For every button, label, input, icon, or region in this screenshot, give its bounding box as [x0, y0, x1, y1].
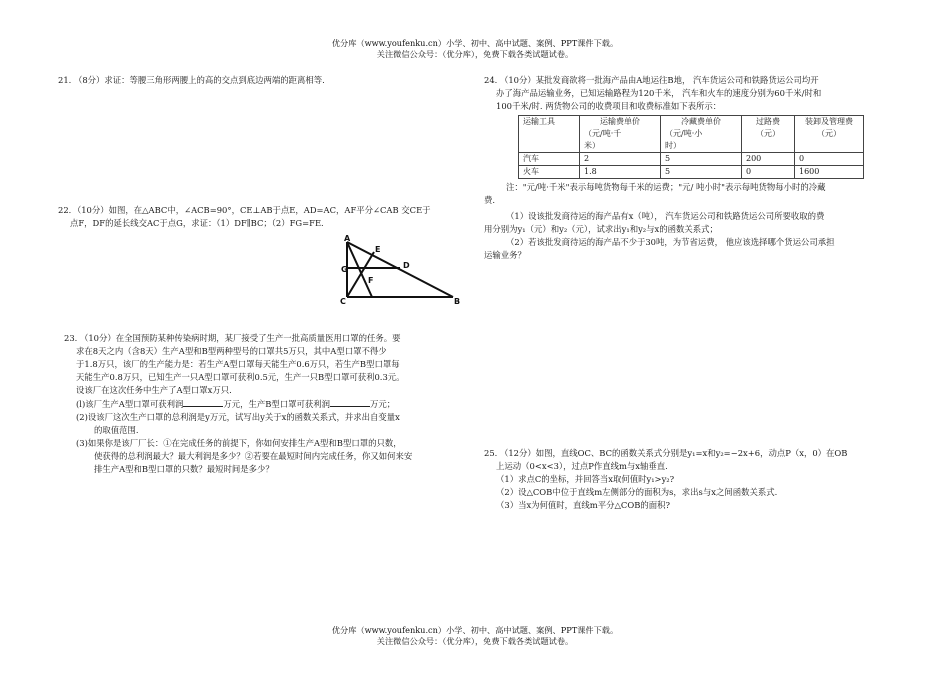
q23-line-4: 天能生产0.8万只，已知生产一只A型口罩可获利0.5元，生产一只B型口罩可获利0.3元。 [76, 372, 405, 382]
q25-line-1: 25. （12分）如图，直线OC、BC的函数关系式分别是y₁=x和y₂=−2x+6，动点P（x，0）在OB [484, 448, 848, 458]
label-c: C [340, 297, 346, 304]
q25-part-1: （1）求点C的坐标，并回答当x取何值时y₁>y₂? [496, 474, 675, 484]
q21-text: 21. （8分）求证：等腰三角形两腰上的高的交点到底边两端的距离相等. [58, 75, 325, 85]
table-cell: 5 [661, 166, 742, 179]
q22-line-1: 22．（10分）如图，在△ABC中，∠ACB=90°，CE⊥AB于点E，AD=AC，AF平分∠CAB 交CE于 [58, 205, 431, 215]
header-line-2: 关注微信公众号：（优分库），免费下载各类试题试卷。 [376, 49, 574, 59]
q24-note-line-1: 注："元/吨·千米"表示每吨货物每千米的运费；"元/ 吨小时"表示每吨货物每小时的冷藏 [506, 182, 826, 192]
q24-note-line-2: 费. [484, 195, 496, 205]
question-22 [58, 204, 478, 230]
question-25 [484, 447, 904, 512]
q24-line-2: 办了海产品运输业务，已知运输路程为120千米， 汽车和火车的速度分别为60千米/时和 [496, 88, 822, 98]
table-cell: 0 [742, 166, 795, 179]
q23-line-2: 求在8天之内（含8天）生产A型和B型两种型号的口罩共5万只，其中A型口罩不得少 [76, 346, 387, 356]
q24-part-2-line-2: 运输业务？ [484, 250, 526, 260]
table-cell: 200 [742, 153, 795, 166]
table-cell: 2 [580, 153, 661, 166]
q23-part-1-a: (l)该厂生产A型口罩可获利润 [76, 399, 184, 409]
q25-line-2: 上运动（0<x<3），过点P作直线m与x轴垂直. [496, 461, 668, 471]
answer-blank [183, 397, 223, 407]
q23-line-3: 于1.8万只，该厂的生产能力是：若生产A型口罩每天能生产0.6万只，若生产B型口罩每 [76, 359, 400, 369]
table-cell: 1600 [795, 166, 864, 179]
q24-line-1: 24. （10分）某批发商欲将一批海产品由A地运往B地， 汽车货运公司和铁路货运公司均开 [484, 75, 819, 85]
label-f: F [368, 276, 374, 285]
question-23 [64, 332, 484, 476]
table-row [519, 166, 864, 179]
q23-part-3-line-3: 排生产A型和B型口罩的只数？最短时间是多少？ [94, 464, 274, 474]
q24-part-1-line-2: 用分别为y₁（元）和y₂（元），试求出y₁和y₂与x的函数关系式； [484, 224, 718, 234]
table-cell: 汽车 [519, 153, 580, 166]
q23-part-2-line-1: (2)设该厂这次生产口罩的总利润是y万元，试写出y关于x的函数关系式，并求出自变量x [76, 412, 400, 422]
label-g: G [341, 265, 348, 274]
q25-part-2: （2）设△COB中位于直线m左侧部分的面积为s，求出s与x之间函数关系式. [496, 487, 778, 497]
q24-part-2-line-1: （2）若该批发商待运的海产品不少于30吨，为节省运费， 他应该选择哪个货运公司承担 [506, 237, 835, 247]
question-21 [58, 74, 478, 87]
fee-table [518, 115, 864, 179]
table-cell: 1.8 [580, 166, 661, 179]
page-header [0, 38, 950, 60]
table-header-cell: 运输工具 [519, 116, 580, 153]
table-cell: 0 [795, 153, 864, 166]
footer-line-2: 关注微信公众号：（优分库），免费下载各类试题试卷。 [376, 636, 574, 646]
triangle-figure [330, 234, 470, 304]
footer-line-1: 优分库（www.youfenku.cn）小学、初中、高中试题、案例、PPT课件下载。 [331, 625, 619, 635]
q22-line-2: 点F，DF的延长线交AC于点G，求证：（1）DF∥BC；（2）FG=FE. [70, 218, 324, 228]
table-header-row [519, 116, 864, 153]
label-b: B [454, 297, 461, 304]
q23-part-2-line-2: 的取值范围. [94, 425, 139, 435]
table-header-cell: 过路费 （元） [742, 116, 795, 153]
table-header-cell: 装卸及管理费 （元） [795, 116, 864, 153]
label-d: D [403, 261, 410, 270]
page-footer [0, 625, 950, 647]
q23-part-3-line-2: 使获得的总利润最大？最大利润是多少？②若要在最短时间内完成任务，你又如何来安 [94, 451, 413, 461]
q25-part-3: （3）当x为何值时，直线m平分△COB的面积? [496, 500, 670, 510]
table-cell: 5 [661, 153, 742, 166]
answer-blank [330, 397, 370, 407]
table-header-cell: 运输费单价 （元/吨·千 米） [580, 116, 661, 153]
table-header-cell: 冷藏费单价 （元/吨·小 时） [661, 116, 742, 153]
q24-line-3: 100千米/时. 两货物公司的收费项目和收费标准如下表所示： [496, 101, 722, 111]
q23-part-1-c: 万元； [370, 399, 396, 409]
q24-part-1-line-1: （1）设该批发商待运的海产品有x（吨）， 汽车货运公司和铁路货运公司所要收取的费 [506, 211, 825, 221]
table-cell: 火车 [519, 166, 580, 179]
segment-af [347, 242, 372, 297]
table-row [519, 153, 864, 166]
q23-part-3-line-1: (3)如果你是该厂厂长：①在完成任务的前提下，你如何安排生产A型和B型口罩的只数， [76, 438, 402, 448]
q23-line-1: 23. （10分）在全国预防某种传染病时期，某厂接受了生产一批高质量医用口罩的任务。要 [64, 333, 401, 343]
label-a: A [344, 234, 351, 243]
question-24 [484, 74, 904, 262]
q23-part-1 [64, 397, 484, 411]
q23-part-1-b: 万元，生产B型口罩可获利润 [223, 399, 331, 409]
header-line-1: 优分库（www.youfenku.cn）小学、初中、高中试题、案例、PPT课件下载。 [331, 38, 619, 48]
label-e: E [375, 245, 381, 254]
q23-line-5: 设该厂在这次任务中生产了A型口罩x万只. [76, 385, 232, 395]
